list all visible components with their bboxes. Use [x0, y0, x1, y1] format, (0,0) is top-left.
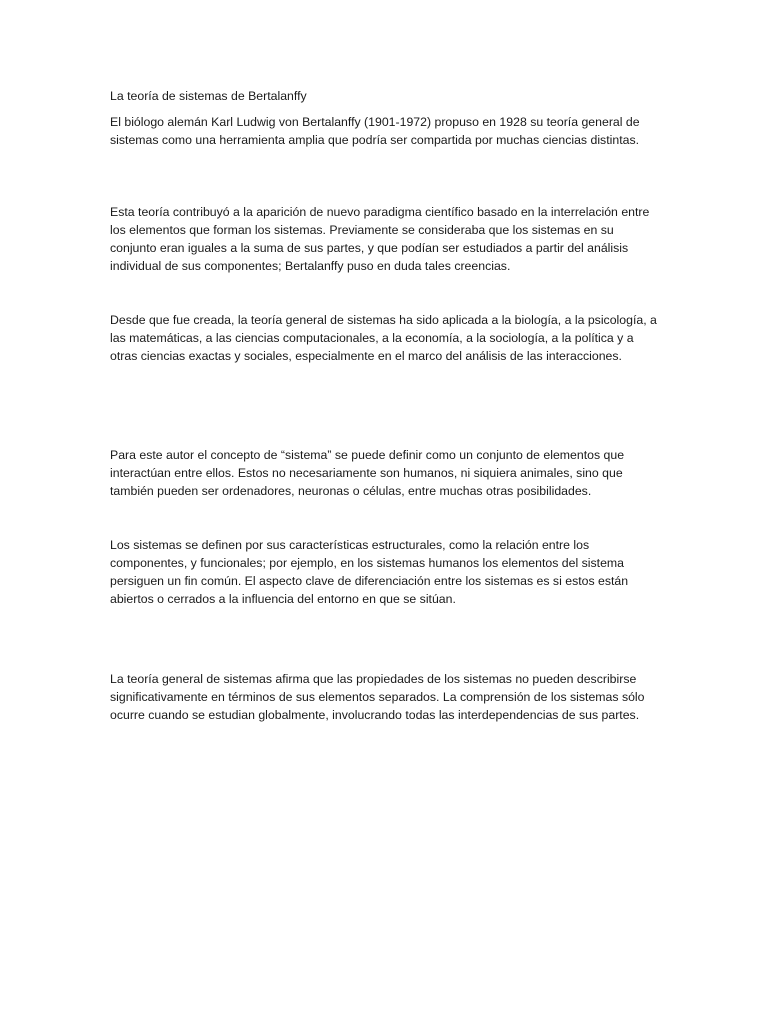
paragraph: Esta teoría contribuyó a la aparición de nuevo paradigma científico basado en la interrelación entre los elementos que forman los sistemas. Previamente se consideraba que los sistemas en su conjunto eran iguales a la suma de sus partes, y que podían ser estudiados a partir del análisis individual de sus componentes; Bertalanffy puso en duda tales creencias. [110, 205, 650, 273]
paragraph: El biólogo alemán Karl Ludwig von Bertalanffy (1901-1972) propuso en 1928 su teoría general de sistemas como una herramienta amplia que podría ser compartida por muchas ciencias distintas. [110, 115, 640, 147]
paragraph: Desde que fue creada, la teoría general de sistemas ha sido aplicada a la biología, a la psicología, a las matemáticas, a las ciencias computacionales, a la economía, a la sociología, a la política y a otras ciencias exactas y sociales, especialmente en el marco del análisis de las interacciones. [110, 313, 657, 363]
paragraph: Para este autor el concepto de “sistema” se puede definir como un conjunto de elementos que interactúan entre ellos. Estos no necesariamente son humanos, ni siquiera animales, sino que también pueden ser ordenadores, neuronas o células, entre muchas otras posibilidades. [110, 448, 625, 498]
document-title: La teoría de sistemas de Bertalanffy [110, 89, 307, 103]
paragraph: La teoría general de sistemas afirma que las propiedades de los sistemas no pueden describirse significativamente en términos de sus elementos separados. La comprensión de los sistemas sólo ocurre cuando se estudian globalmente, involucrando todas las interdependencias de sus partes. [110, 672, 645, 722]
paragraph: Los sistemas se definen por sus características estructurales, como la relación entre los componentes, y funcionales; por ejemplo, en los sistemas humanos los elementos del sistema persiguen un fin común. El aspecto clave de diferenciación entre los sistemas es si estos están abiertos o cerrados a la influencia del entorno en que se sitúan. [110, 538, 629, 606]
